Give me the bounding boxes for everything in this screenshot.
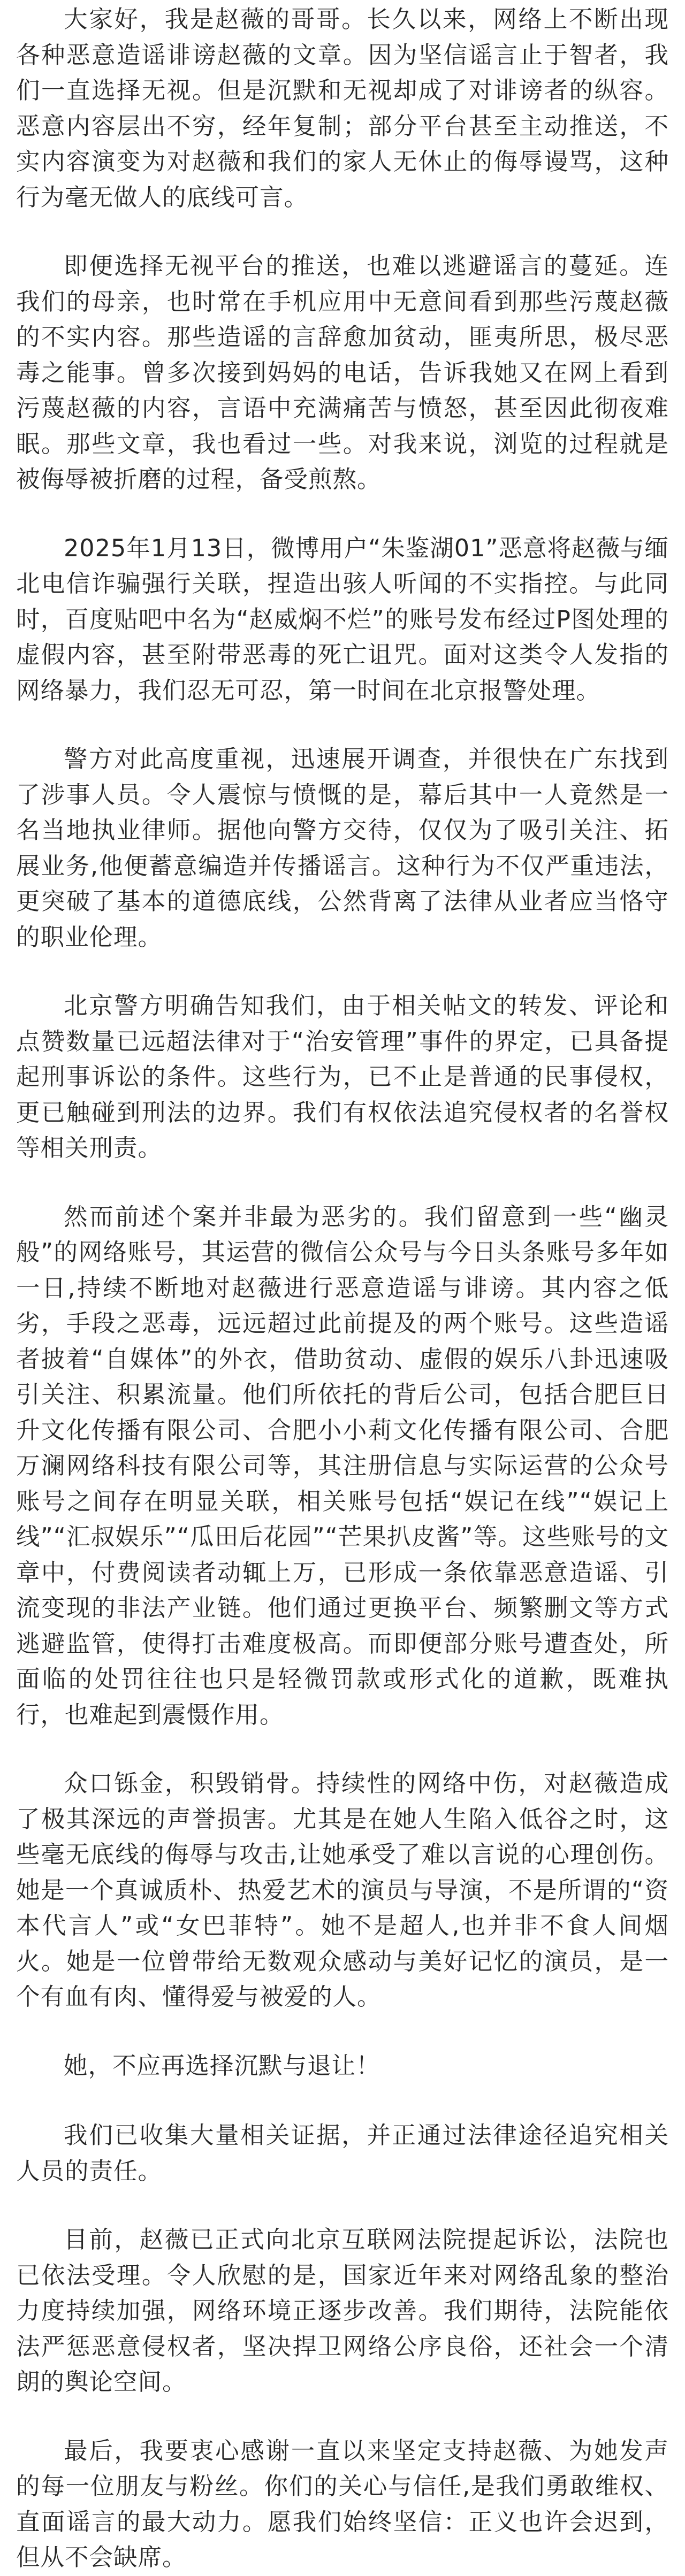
paragraph-police-investigation: 警方对此高度重视，迅速展开调查，并很快在广东找到了涉事人员。令人震惊与愤慨的是，幕后其中一人竟然是一名当地执业律师。据他向警方交待，仅仅为了吸引关注、拓展业务,他便蓄意编造并传播谣言。这种行为不仅严重违法，更突破了基本的道德底线，公然背离了法律从业者应当恪守的职业伦理。 xyxy=(16,746,669,951)
paragraph-mother: 即便选择无视平台的推送，也难以逃避谣言的蔓延。连我们的母亲，也时常在手机应用中无意间看到那些污蔑赵薇的不实内容。那些造谣的言辞愈加贫动，匪夷所思，极尽恶毒之能事。曾多次接到妈妈的电话，告诉我她又在网上看到污蔑赵薇的内容，言语中充满痛苦与愤怒，甚至因此彻夜难眠。那些文章，我也看过一些。对我来说，浏览的过程就是被侮辱被折磨的过程，备受煎熬。 xyxy=(16,252,669,493)
paragraph-criminal-liability: 北京警方明确告知我们，由于相关帖文的转发、评论和点赞数量已远超法律对于“治安管理”事件的界定，已具备提起刑事诉讼的条件。这些行为，已不止是普通的民事侵权，更已触碰到刑法的边界。我们有权依法追究侵权者的名誉权等相关刑责。 xyxy=(16,992,669,1162)
paragraph-reputation-damage: 众口铄金，积毁销骨。持续性的网络中伤，对赵薇造成了极其深远的声誉损害。尤其是在她人生陷入低谷之时，这些毫无底线的侮辱与攻击,让她承受了难以言说的心理创伤。她是一个真诚质朴、热爱艺术的演员与导演，不是所谓的“资本代言人”或“女巴菲特”。她不是超人,也并非不食人间烟火。她是一位曾带给无数观众感动与美好记忆的演员，是一个有血有肉、懂得爱与被爱的人。 xyxy=(16,1770,669,2011)
paragraph-incident-2025: 2025年1月13日，微博用户“朱鉴湖01”恶意将赵薇与缅北电信诈骗强行关联，捏造出骇人听闻的不实指控。与此同时，百度贴吧中名为“赵威焖不烂”的账号发布经过P图处理的虚假内容，甚至附带恶毒的死亡诅咒。面对这类令人发指的网络暴力，我们忍无可忍，第一时间在北京报警处理。 xyxy=(16,534,669,704)
paragraph-ghost-accounts: 然而前述个案并非最为恶劣的。我们留意到一些“幽灵般”的网络账号，其运营的微信公众号与今日头条账号多年如一日,持续不断地对赵薇进行恶意造谣与诽谤。其内容之低劣，手段之恶毒，远远超过此前提及的两个账号。这些造谣者披着“自媒体”的外衣，借助贫动、虚假的娱乐八卦迅速吸引关注、积累流量。他们所依托的背后公司，包括合肥巨日升文化传播有限公司、合肥小小莉文化传播有限公司、合肥万澜网络科技有限公司等，其注册信息与实际运营的公众号账号之间存在明显关联，相关账号包括“娱记在线”“娱记上线”“汇叔娱乐”“瓜田后花园”“芒果扒皮酱”等。这些账号的文章中，付费阅读者动辄上万，已形成一条依靠恶意造谣、引流变现的非法产业链。他们通过更换平台、频繁删文等方式逃避监管，使得打击难度极高。而即便部分账号遭查处，所面临的处罚往往也只是轻微罚款或形式化的道歉，既难执行，也难起到震慑作用。 xyxy=(16,1203,669,1729)
paragraph-thanks: 最后，我要衷心感谢一直以来坚定支持赵薇、为她发声的每一位朋友与粉丝。你们的关心与信任,是我们勇敢维权、直面谣言的最大动力。愿我们始终坚信：正义也许会迟到，但从不会缺席。 xyxy=(16,2437,669,2571)
paragraph-lawsuit: 目前，赵薇已正式向北京互联网法院提起诉讼，法院也已依法受理。令人欣慰的是，国家近年来对网络乱象的整治力度持续加强，网络环境正逐步改善。我们期待，法院能依法严惩恶意侵权者，坚决捍卫网络公序良俗，还社会一个清朗的舆论空间。 xyxy=(16,2226,669,2396)
paragraph-evidence: 我们已收集大量相关证据，并正通过法律途径追究相关人员的责任。 xyxy=(16,2122,669,2185)
paragraph-intro: 大家好，我是赵薇的哥哥。长久以来，网络上不断出现各种恶意造谣诽谤赵薇的文章。因为坚信谣言止于智者，我们一直选择无视。但是沉默和无视却成了对诽谤者的纵容。恶意内容层出不穷，经年复制；部分平台甚至主动推送，不实内容演变为对赵薇和我们的家人无休止的侮辱谩骂，这种行为毫无做人的底线可言。 xyxy=(16,6,669,211)
paragraph-no-silence: 她，不应再选择沉默与退让！ xyxy=(64,2052,380,2080)
